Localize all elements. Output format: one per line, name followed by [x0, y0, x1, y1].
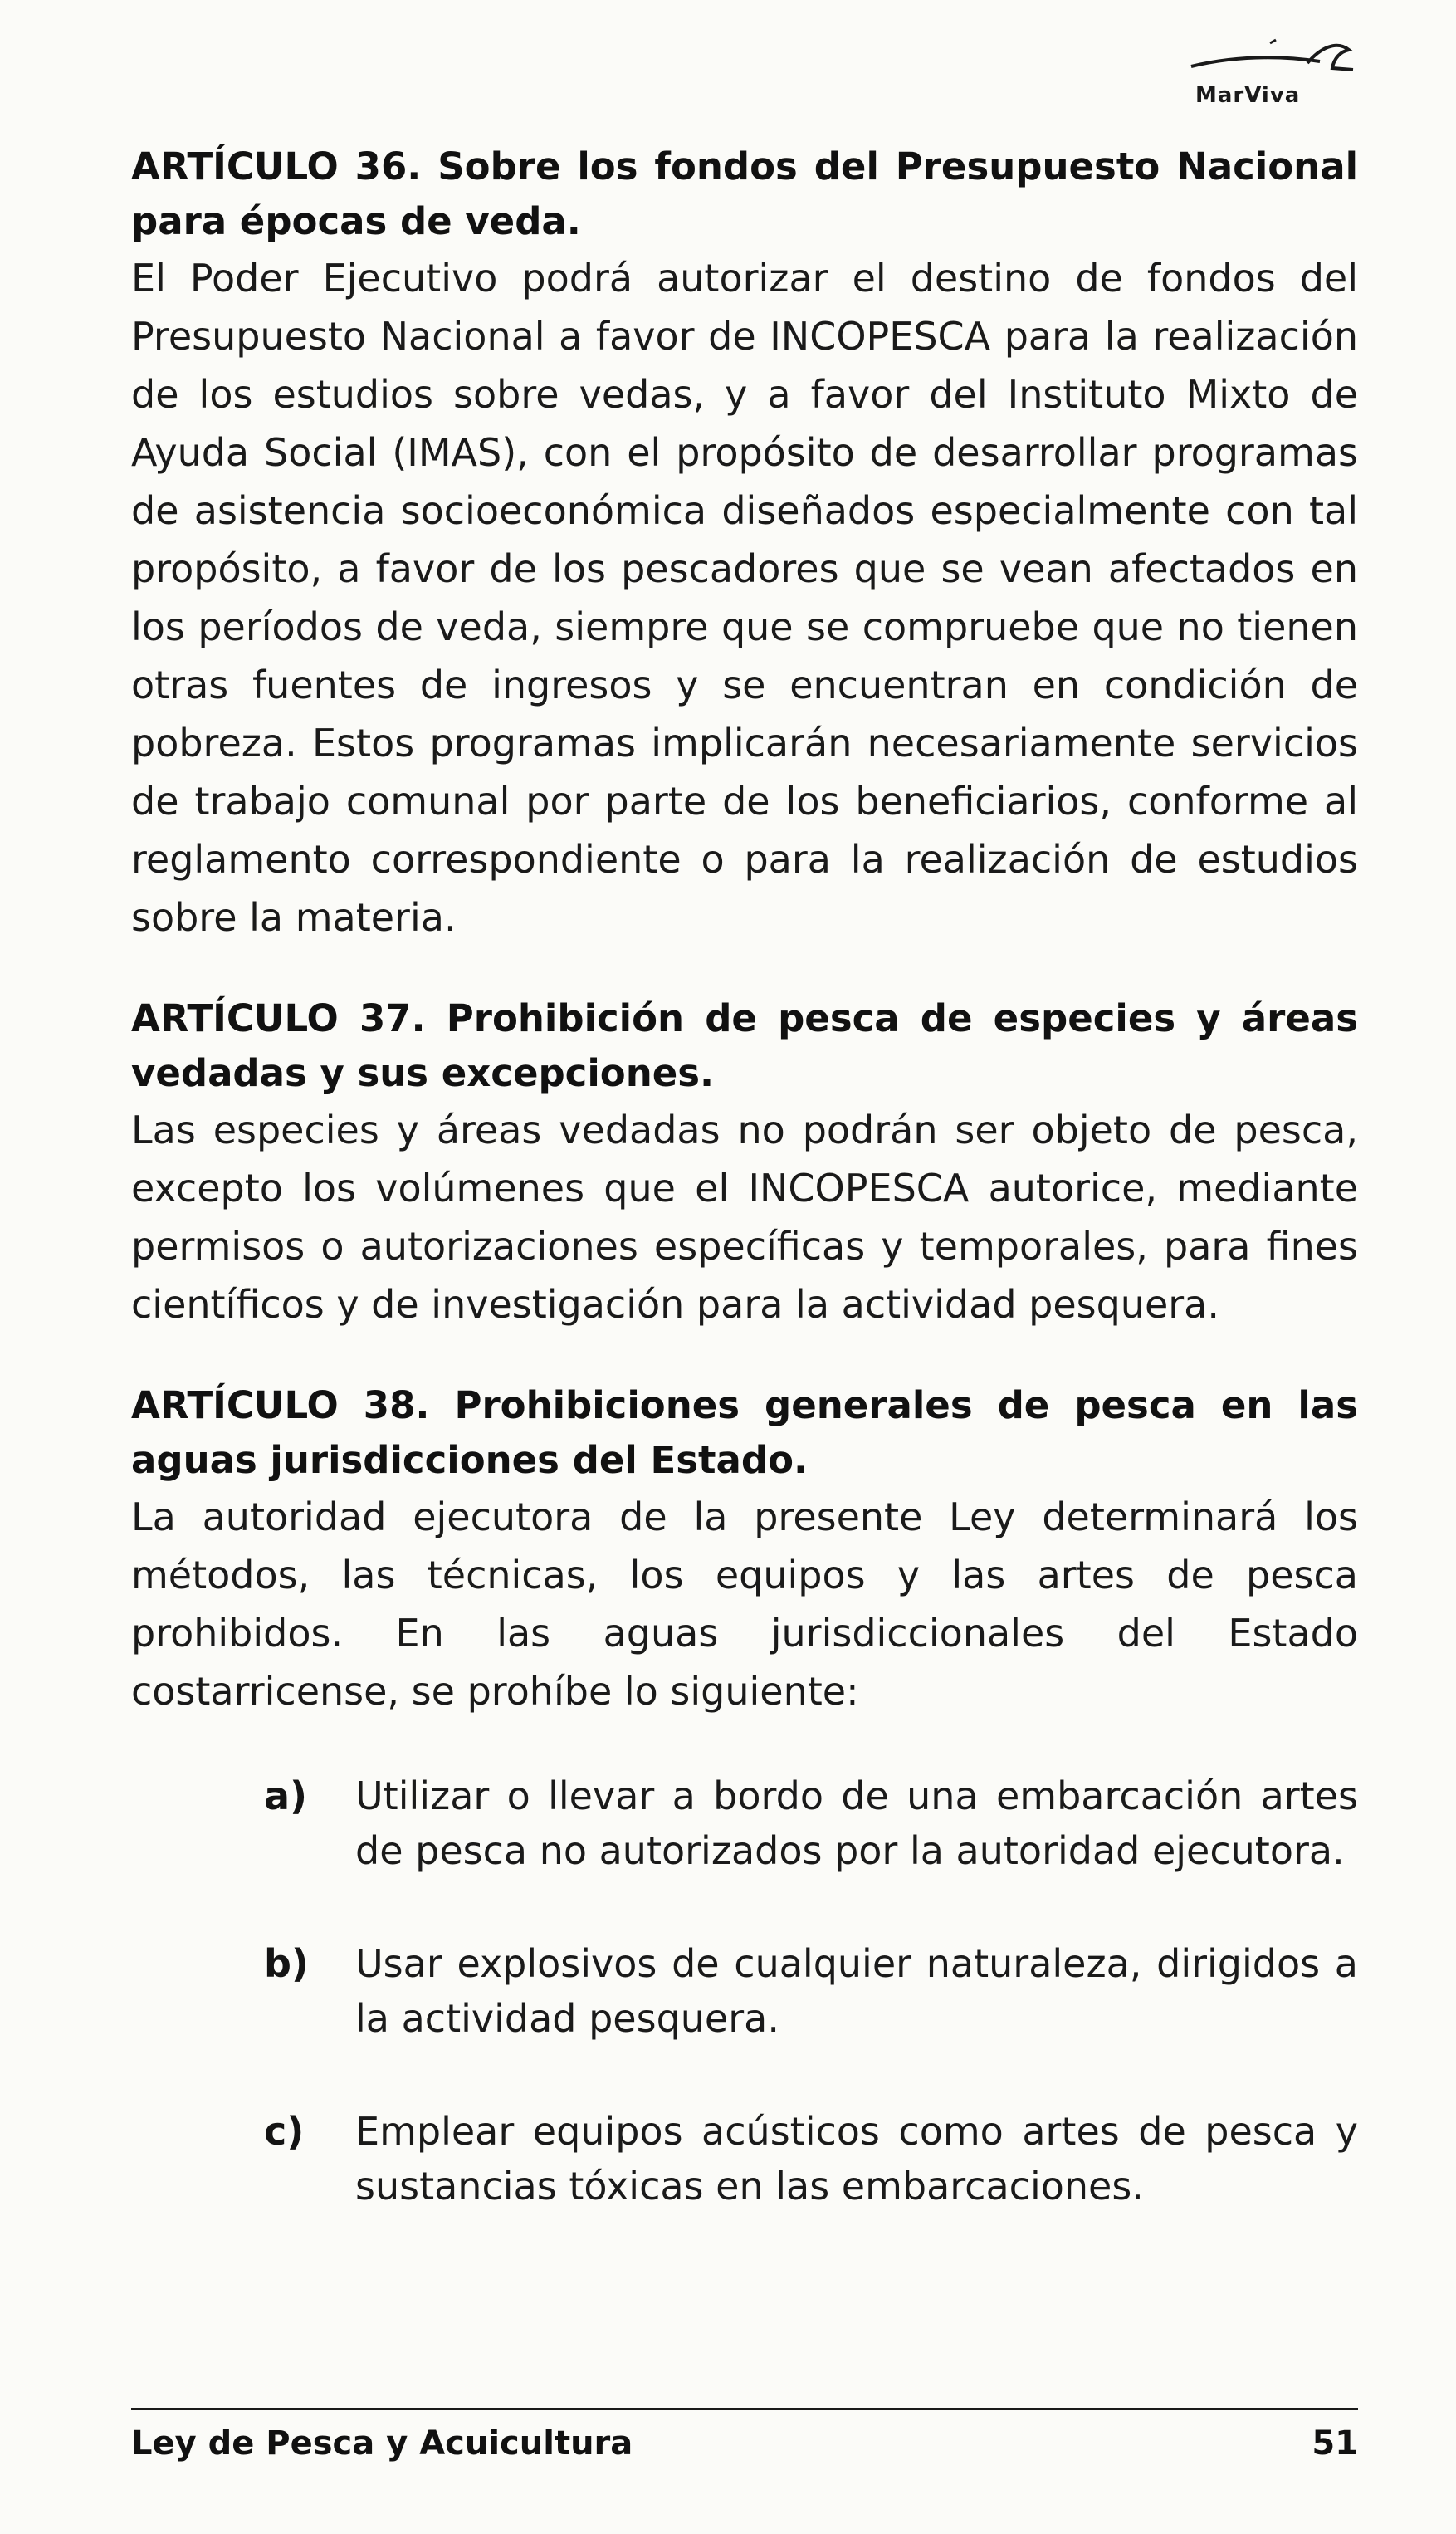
- item-letter: a): [264, 1773, 308, 1818]
- article-body: La autoridad ejecutora de la presente Ley determinará los métodos, las técnicas, los equipos y las artes de pesca prohibidos. En las aguas jurisdiccionales del Estado costarricense, se prohíbe lo siguiente:: [131, 1494, 1358, 1714]
- prohibition-list: [264, 1768, 1358, 2214]
- page-number: 51: [1312, 2424, 1358, 2463]
- list-item: [264, 1768, 1358, 1878]
- article-heading: ARTÍCULO 38. Prohibiciones generales de pesca en las aguas jurisdicciones del Estado.: [131, 1383, 1358, 1482]
- article-heading: ARTÍCULO 37. Prohibición de pesca de especies y áreas vedadas y sus excepciones.: [131, 996, 1358, 1095]
- item-letter: b): [264, 1941, 309, 1986]
- article-36: [131, 139, 1358, 947]
- article-body: Las especies y áreas vedadas no podrán ser objeto de pesca, excepto los volúmenes que el INCOPESCA autorice, mediante permisos o autorizaciones específicas y temporales, para fines científicos y de investigación para la actividad pesquera.: [131, 1108, 1358, 1327]
- marviva-logo: [1183, 33, 1374, 116]
- article-38: [131, 1378, 1358, 2214]
- article-heading: ARTÍCULO 36. Sobre los fondos del Presupuesto Nacional para épocas de veda.: [131, 144, 1358, 243]
- list-item: [264, 2104, 1358, 2214]
- footer-divider: [131, 2408, 1358, 2410]
- footer-title: Ley de Pesca y Acuicultura: [131, 2424, 633, 2463]
- article-body: El Poder Ejecutivo podrá autorizar el destino de fondos del Presupuesto Nacional a favor de INCOPESCA para la realización de los estudios sobre vedas, y a favor del Instituto Mixto de Ayuda Social (IMAS), con el propósito de desarrollar programas de asistencia socioeconómica diseñados especialmente con tal propósito, a favor de los pescadores que se vean afectados en los períodos de veda, siempre que se compruebe que no tienen otras fuentes de ingresos y se encuentran en condición de pobreza. Estos programas implicarán necesariamente servicios de trabajo comunal por parte de los beneficiarios, conforme al reglamento correspondiente o para la realización de estudios sobre la materia.: [131, 256, 1358, 940]
- item-letter: c): [264, 2109, 305, 2154]
- item-text: Usar explosivos de cualquier naturaleza, dirigidos a la actividad pesquera.: [355, 1941, 1358, 2041]
- item-text: Emplear equipos acústicos como artes de pesca y sustancias tóxicas en las embarcaciones.: [355, 2109, 1358, 2209]
- logo-wordmark: MarViva: [1195, 83, 1301, 108]
- article-37: [131, 991, 1358, 1333]
- main-content: [131, 139, 1358, 2272]
- list-item: [264, 1936, 1358, 2046]
- item-text: Utilizar o llevar a bordo de una embarcación artes de pesca no autorizados por la autoridad ejecutora.: [355, 1773, 1358, 1873]
